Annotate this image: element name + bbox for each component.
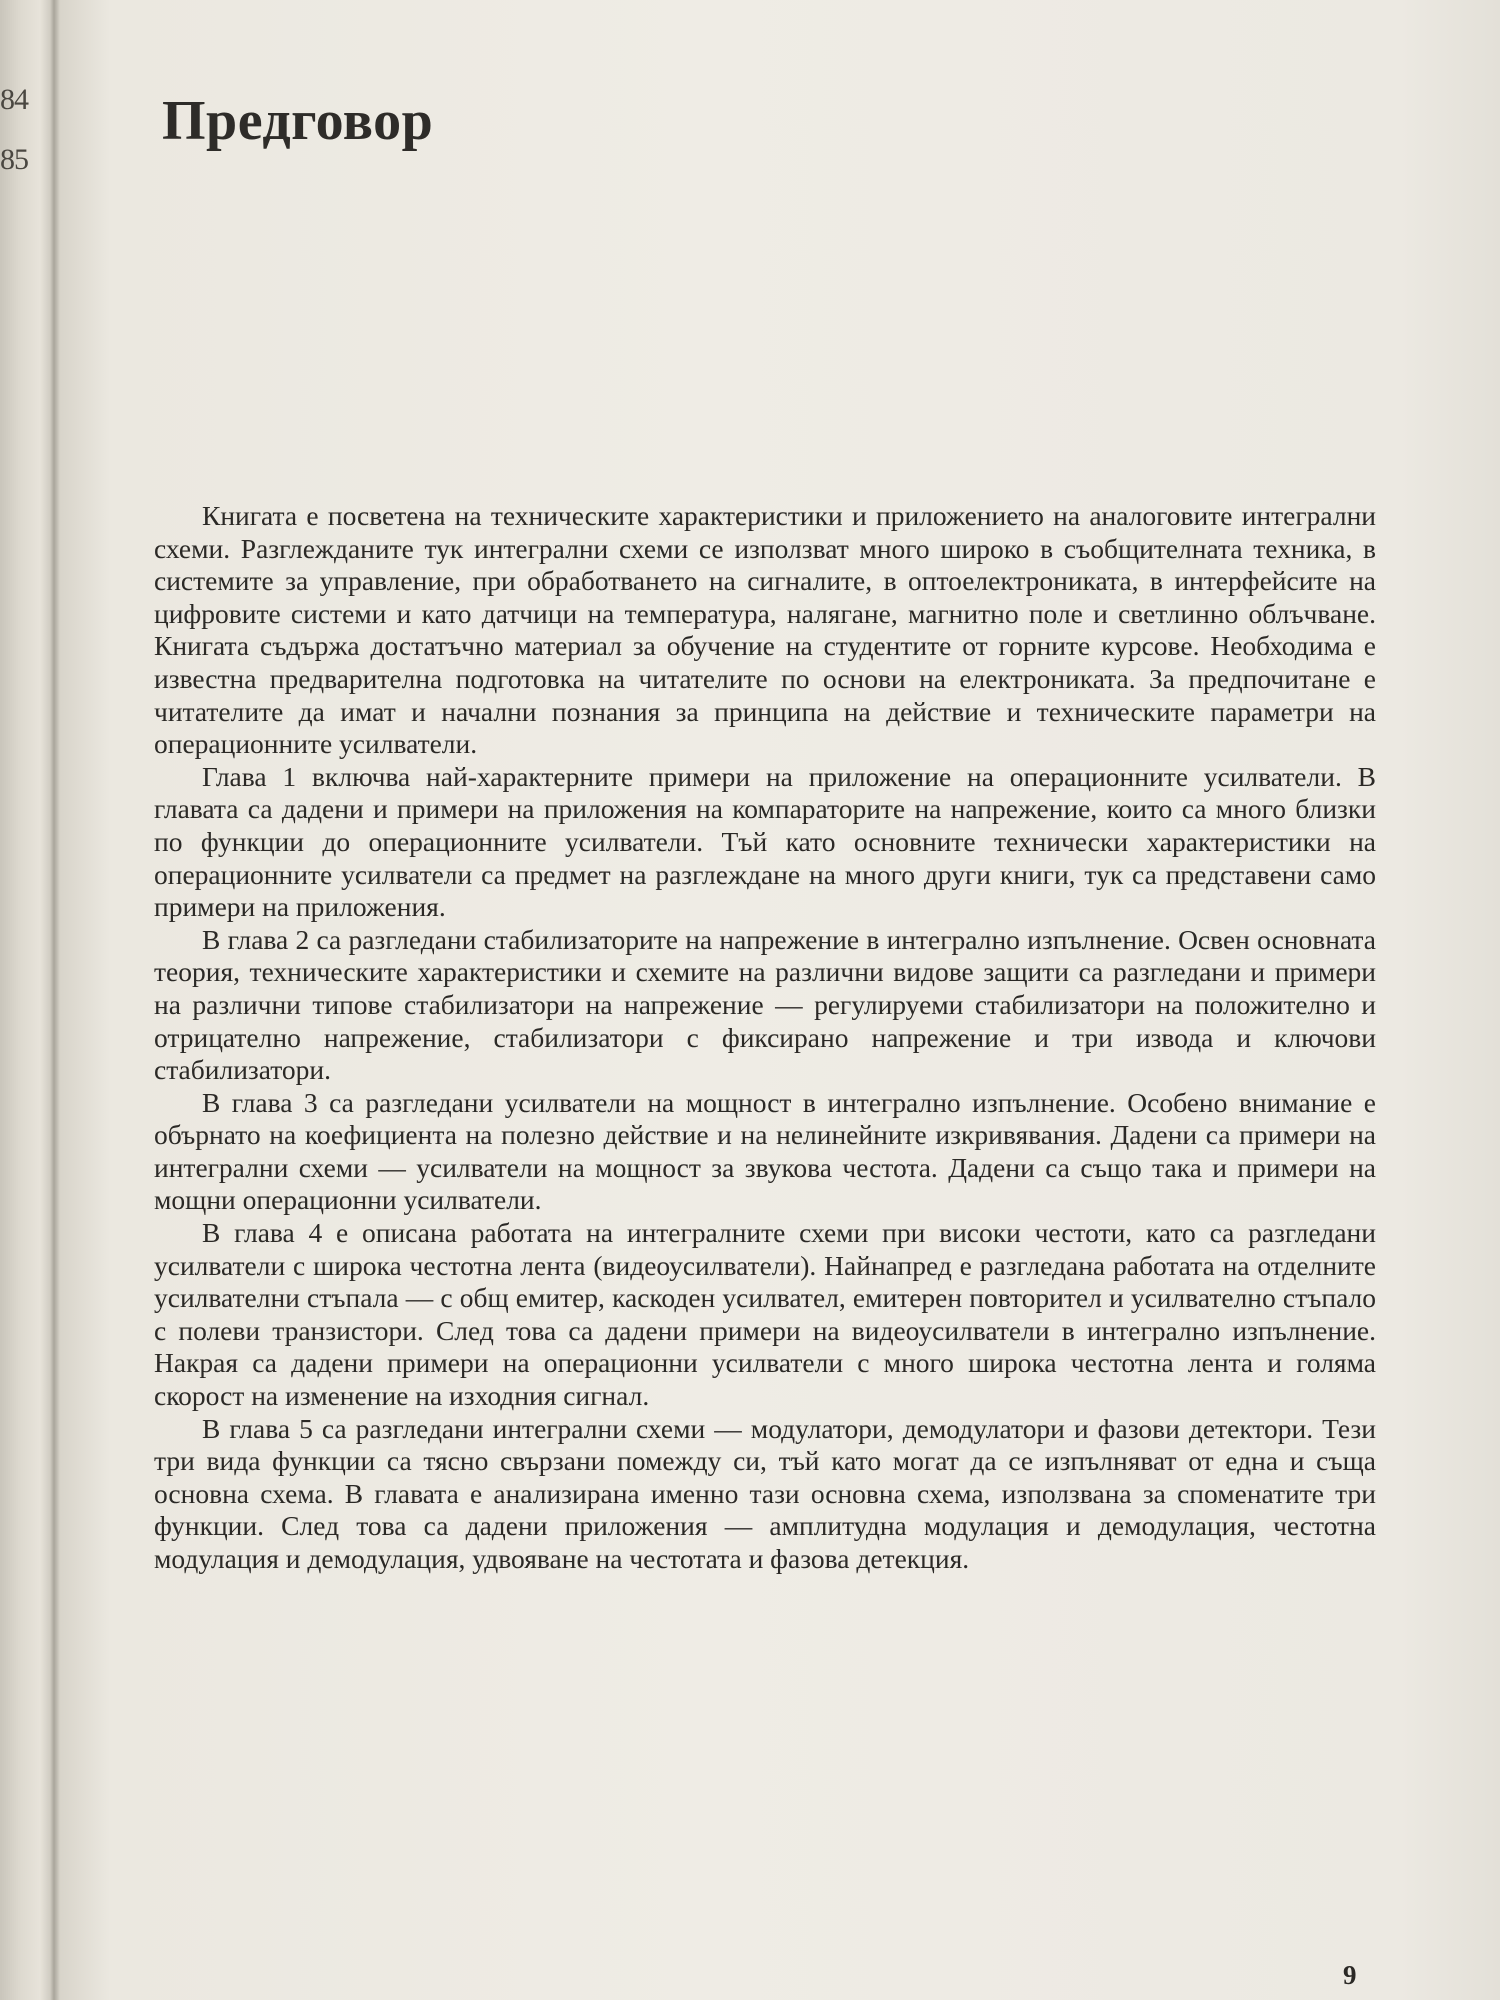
- paragraph-chapter-3: В глава 3 са разгледани усилватели на мощност в интегрално изпълнение. Особено внимание е обърнато на коефициента на полезно действие и на нелинейните изкривявания. Дадени са примери на интегрални схеми — усилватели на мощност за звукова честота. Дадени са също така и примери на мощни операционни усилватели.: [154, 1086, 1376, 1216]
- paragraph-chapter-1: Глава 1 включва най-характерните примери на приложение на операционните усилватели. В главата са дадени и примери на приложения на компараторите на напрежение, които са много близки по функции до операционните усилватели. Тъй като основните технически характеристики на операционните усилватели са предмет на разглеждане на много други книги, тук са представени само примери на приложения.: [154, 760, 1376, 923]
- paragraph-chapter-5: В глава 5 са разгледани интегрални схеми — модулатори, демодулатори и фазови детектори. Тези три вида функции са тясно свързани помежду си, тъй като могат да се изпълняват от една и съща основна схема. В главата е анализирана именно тази основна схема, използвана за споменатите три функции. След това са дадени приложения — амплитудна модулация и демодулация, честотна модулация и демодулация, удвояване на честотата и фазова детекция.: [154, 1412, 1376, 1574]
- preface-body: [154, 500, 1376, 1576]
- page-title: Предговор: [162, 90, 434, 152]
- page-number: 9: [1343, 1960, 1357, 1990]
- paragraph-chapter-2: В глава 2 са разгледани стабилизаторите на напрежение в интегрално изпълнение. Освен основната теория, техническите характеристики и схемите на различни видове защити са разгледани и примери на различни типове стабилизатори на напрежение — регулируеми стабилизатори на положително и отрицателно напрежение, стабилизатори с фиксирано напрежение и три извода и ключови стабилизатори.: [154, 923, 1376, 1086]
- margin-number: 84: [0, 83, 28, 116]
- paragraph-chapter-4: В глава 4 е описана работата на интегралните схеми при високи честоти, като са разгледани усилватели с широка честотна лента (видеоусилватели). Найнапред е разгледана работата на отделните усилвателни стъпала — с общ емитер, каскоден усилвател, емитерен повторител и усилвателно стъпало с полеви транзистори. След това са дадени примери на видеоусилватели в интегрално изпълнение. Накрая са дадени примери на операционни усилватели с много широка честотна лента и голяма скорост на изменение на изходния сигнал.: [154, 1217, 1376, 1412]
- paragraph-intro: Книгата е посветена на техническите характеристики и приложението на аналоговите интегрални схеми. Разглежданите тук интегрални схеми се използват много широко в съобщителната техника, в системите за управление, при обработването на сигналите, в оптоелектрониката, в интерфейсите на цифровите системи и като датчици на температура, налягане, магнитно поле и светлинно облъчване. Книгата съдържа достатъчно материал за обучение на студентите от горните курсове. Необходима е известна предварителна подготовка на читателите по основи на електрониката. За предпочитане е читателите да имат и начални познания за принципа на действие и техническите параметри на операционните усилватели.: [154, 500, 1376, 760]
- facing-page-margin: [0, 85, 30, 205]
- margin-number: 85: [0, 143, 28, 176]
